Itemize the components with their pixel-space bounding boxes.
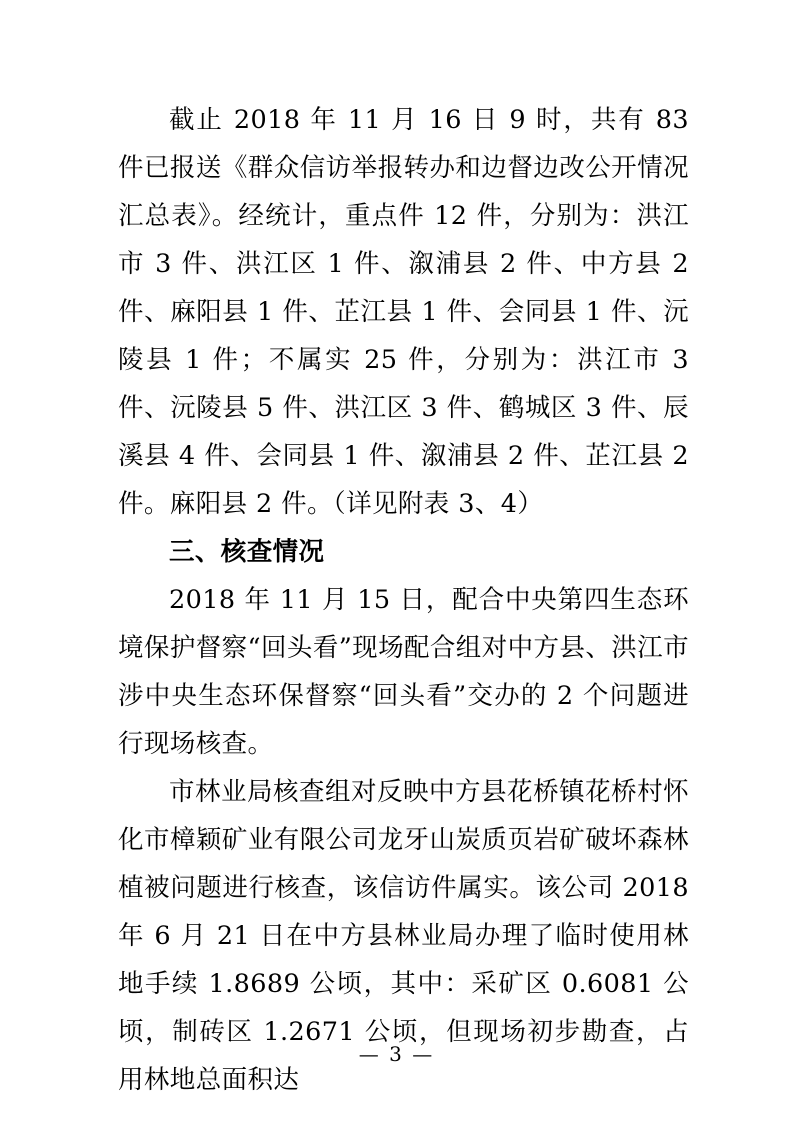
page-footer — [0, 1042, 793, 1066]
paragraph-reporting-summary: 截止 2018 年 11 月 16 日 9 时，共有 83 件已报送《群众信访举报转办和边督边改公开情况汇总表》。经统计，重点件 12 件，分别为：洪江市 3 件、洪江区 1 件、溆浦县 2 件、中方县 2 件、麻阳县 1 件、芷江县 1 件、会同县 1 件、沅陵县 1 件；不属实 25 件，分别为：洪江市 3 件、沅陵县 5 件、洪江区 3 件、鹤城区 3 件、辰溪县 4 件、会同县 1 件、溆浦县 2 件、芷江县 2 件。麻阳县 2 件。（详见附表 3、4） — [118, 105, 689, 519]
section-heading-verification: 三、核查情况 — [169, 537, 325, 567]
document-body — [118, 96, 689, 1104]
paragraph-inspection-coordination: 2018 年 11 月 15 日，配合中央第四生态环境保护督察“回头看”现场配合组对中方县、洪江市涉中央生态环保督察“回头看”交办的 2 个问题进行现场核查。 — [118, 585, 689, 759]
page-number: — 3 — — [358, 1042, 435, 1066]
paragraph-forestry-investigation: 市林业局核查组对反映中方县花桥镇花桥村怀化市樟颖矿业有限公司龙牙山炭质页岩矿破坏森林植被问题进行核查，该信访件属实。该公司 2018 年 6 月 21 日在中方县林业局办理了临时使用林地手续 1.8689 公顷，其中：采矿区 0.6081 公顷，制砖区 1.2671 公顷，但现场初步勘查，占用林地总面积达 — [118, 777, 689, 1095]
